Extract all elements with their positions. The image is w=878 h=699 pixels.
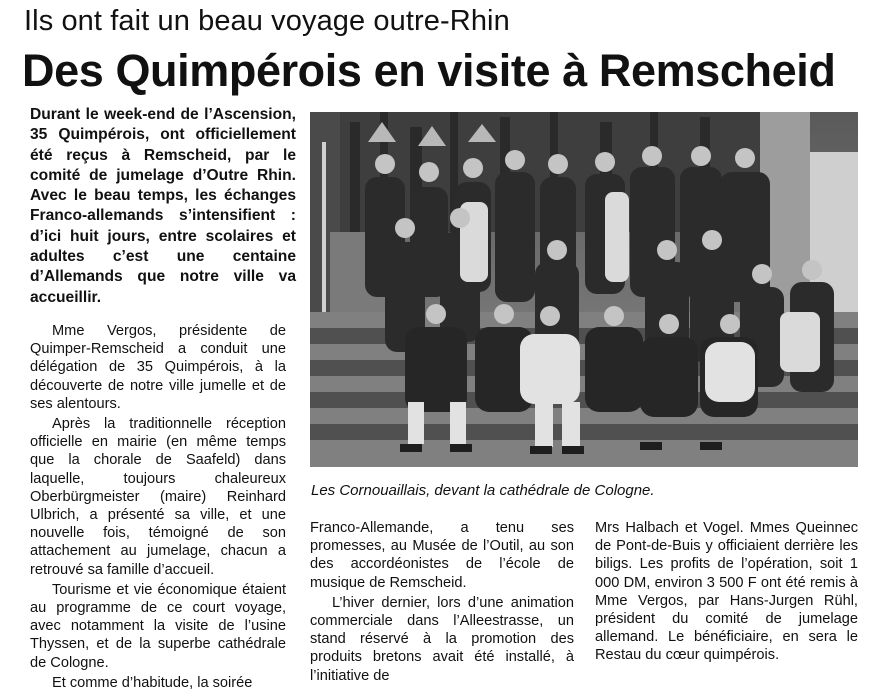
body-paragraph: Mrs Halbach et Vogel. Mmes Queinnec de Pont-de-Buis y officiaient derrière les biligs. Les profits de l’opération, soit 1 000 DM, environ 3 500 F ont été remis à Mme Vergos, par Hans-Jurgen Rühl, président du comité de jumelage allemand. Le bénéficiaire, en sera le Restau du cœur quimpérois. xyxy=(595,520,858,664)
body-paragraph: L’hiver dernier, lors d’une animation commerciale dans l’Alleestrasse, un stand réservé à la promotion des produits bretons avait été installé, à l’initiative de xyxy=(310,594,574,684)
article-lead xyxy=(30,105,296,308)
photo xyxy=(310,112,858,467)
group-photo-illustration xyxy=(310,112,858,467)
body-paragraph: Mme Vergos, présidente de Quimper-Remscheid a conduit une délégation de 35 Quimpérois, à la découverte de notre ville jumelle et de ses alentours. xyxy=(30,323,286,412)
body-paragraph: Après la traditionnelle réception officielle en mairie (en même temps que la chorale de Saafeld) dans laquelle, toujours chaleureux Oberbürgmeister (maire) Reinhard Ulbrich, a présenté sa ville, et une nouvelle fois, témoigné de son attachement au jumelage, chacun a retrouvé sa famille d’accueil. xyxy=(30,416,286,578)
lead-paragraph: Durant le week-end de l’Ascension, 35 Quimpérois, ont officiellement été reçus à Remscheid, par le comité de jumelage d’Outre Rhin. Avec le beau temps, les échanges Franco-allemands s’intensifient : d’ici huit jours, entre scolaires et adultes c’est une centaine d’Allemands que notre ville va accueillir. xyxy=(30,106,296,306)
article-kicker: Ils ont fait un beau voyage outre-Rhin xyxy=(24,5,510,37)
article-headline: Des Quimpérois en visite à Remscheid xyxy=(22,45,836,96)
body-column-1 xyxy=(30,322,286,692)
body-paragraph: Tourisme et vie économique étaient au programme de ce court voyage, avec notamment la visite de l’usine Thyssen, et de la superbe cathédrale de Cologne. xyxy=(30,581,286,671)
body-column-2 xyxy=(310,519,574,685)
photo-caption: Les Cornouaillais, devant la cathédrale de Cologne. xyxy=(311,482,655,499)
body-paragraph: Et comme d’habitude, la soirée xyxy=(52,674,253,691)
body-paragraph: Franco-Allemande, a tenu ses promesses, au Musée de l’Outil, au son des accordéonistes de l’école de musique de Remscheid. xyxy=(310,520,574,591)
body-column-3 xyxy=(595,519,858,665)
